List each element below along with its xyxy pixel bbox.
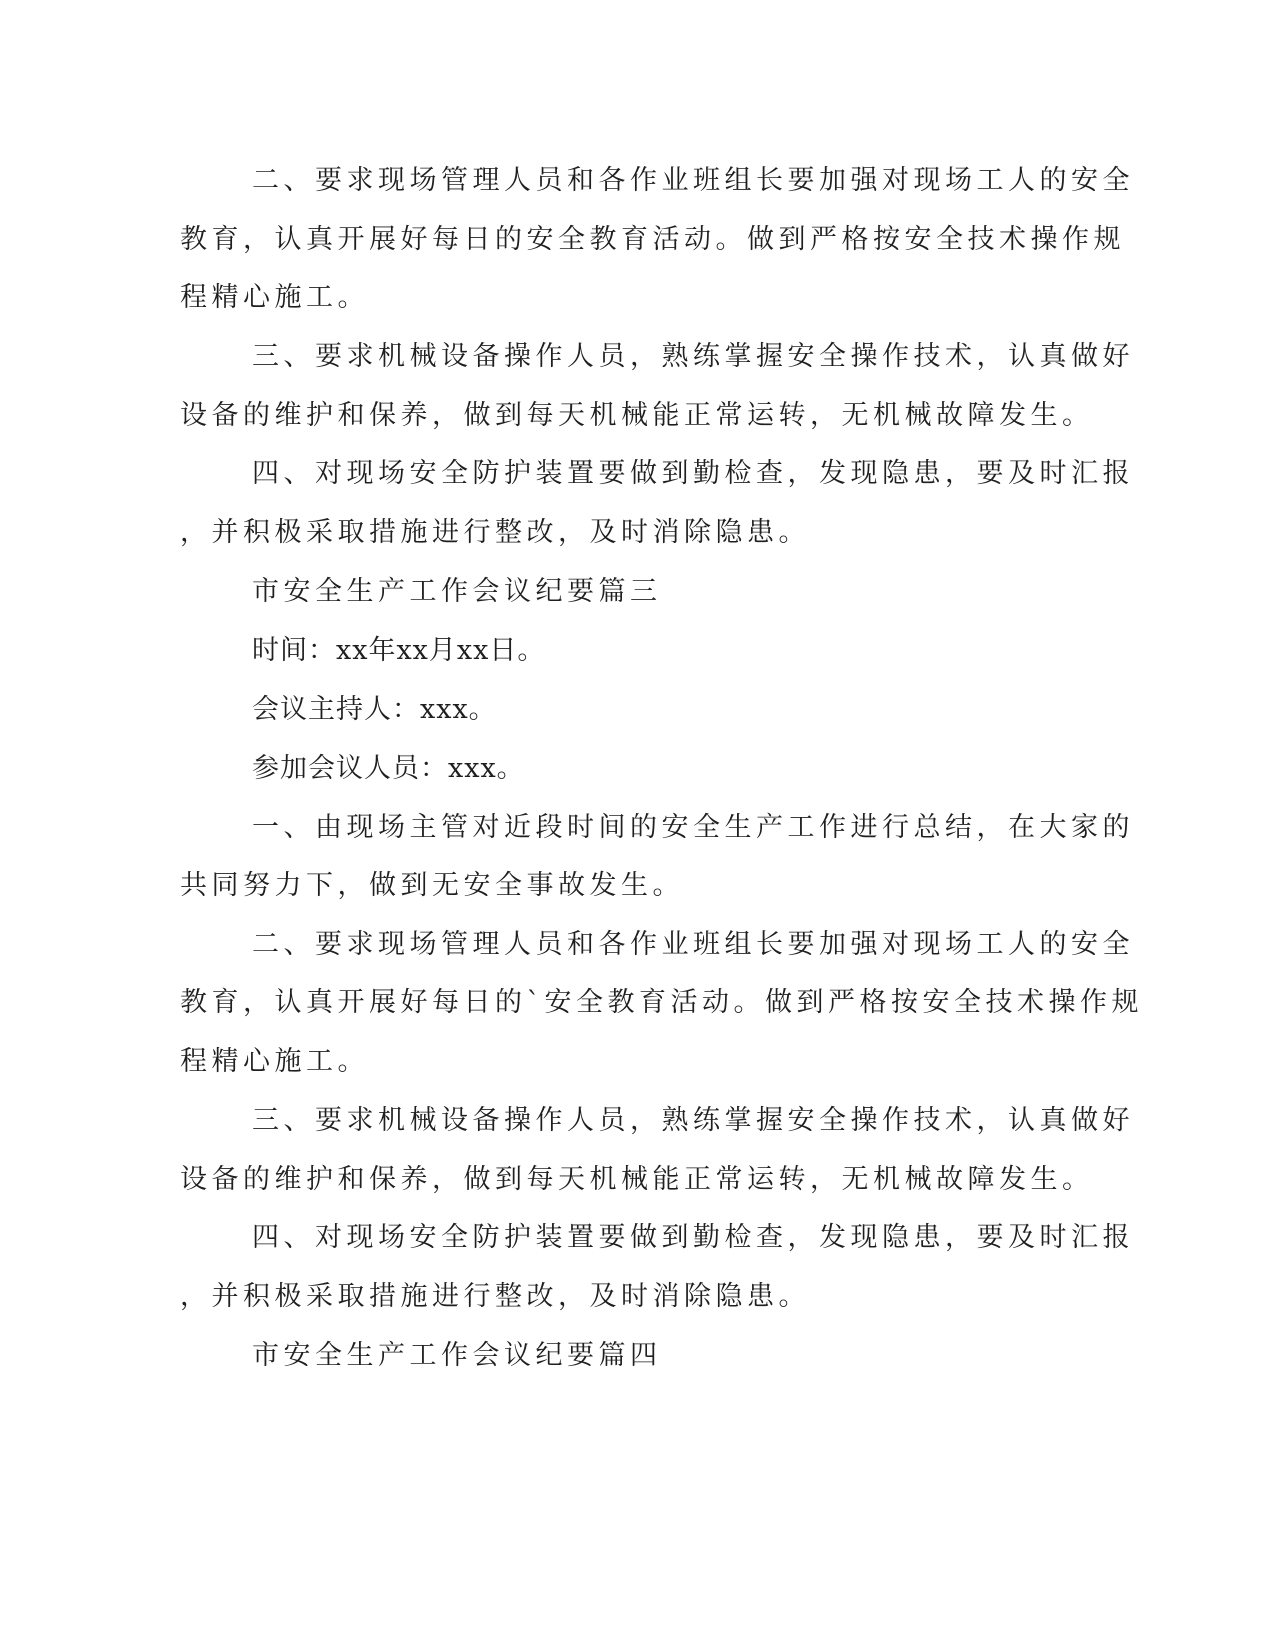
paragraph-line: 共同努力下，做到无安全事故发生。	[180, 870, 684, 901]
paragraph-line: 教育，认真开展好每日的安全教育活动。做到严格按安全技术操作规	[180, 224, 1125, 255]
paragraph-line: 程精心施工。	[180, 282, 369, 313]
paragraph-line: 三、要求机械设备操作人员，熟练掌握安全操作技术，认真做好	[252, 341, 1134, 372]
paragraph-line: ，并积极采取措施进行整改，及时消除隐患。	[180, 1281, 810, 1312]
paragraph-line: ，并积极采取措施进行整改，及时消除隐患。	[180, 517, 810, 548]
paragraph-line: 教育，认真开展好每日的`安全教育活动。做到严格按安全技术操作规	[180, 987, 1143, 1018]
section-heading: 市安全生产工作会议纪要篇三	[252, 576, 662, 607]
paragraph-line: 三、要求机械设备操作人员，熟练掌握安全操作技术，认真做好	[252, 1105, 1134, 1136]
section-heading: 市安全生产工作会议纪要篇四	[252, 1340, 662, 1371]
meeting-time: 时间：xx年xx月xx日。	[252, 635, 546, 666]
paragraph-line: 二、要求现场管理人员和各作业班组长要加强对现场工人的安全	[252, 165, 1134, 196]
paragraph-line: 设备的维护和保养，做到每天机械能正常运转，无机械故障发生。	[180, 1164, 1094, 1195]
paragraph-line: 四、对现场安全防护装置要做到勤检查，发现隐患，要及时汇报	[252, 1222, 1134, 1253]
paragraph-line: 一、由现场主管对近段时间的安全生产工作进行总结，在大家的	[252, 812, 1134, 843]
meeting-host: 会议主持人：xxx。	[252, 694, 497, 725]
paragraph-line: 四、对现场安全防护装置要做到勤检查，发现隐患，要及时汇报	[252, 458, 1134, 489]
meeting-attendees: 参加会议人员：xxx。	[252, 753, 525, 784]
paragraph-line: 二、要求现场管理人员和各作业班组长要加强对现场工人的安全	[252, 929, 1134, 960]
paragraph-line: 程精心施工。	[180, 1046, 369, 1077]
paragraph-line: 设备的维护和保养，做到每天机械能正常运转，无机械故障发生。	[180, 400, 1094, 431]
